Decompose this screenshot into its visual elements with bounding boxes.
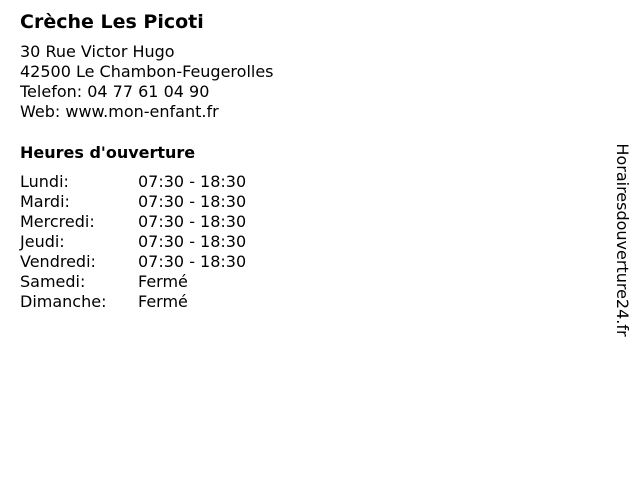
hours-row-tuesday [20, 192, 580, 212]
hours-time: Fermé [138, 272, 188, 291]
address-block [20, 42, 580, 122]
hours-day: Lundi: [20, 172, 69, 191]
address-street: 30 Rue Victor Hugo [20, 42, 175, 61]
hours-row-sunday [20, 292, 580, 312]
opening-hours-heading: Heures d'ouverture [20, 143, 196, 162]
site-watermark: Horairesdouverture24.fr [613, 143, 632, 337]
hours-day: Jeudi: [20, 232, 65, 251]
business-name: Crèche Les Picoti [20, 11, 204, 33]
address-city: 42500 Le Chambon-Feugerolles [20, 62, 274, 81]
hours-day: Dimanche: [20, 292, 107, 311]
hours-time: 07:30 - 18:30 [138, 212, 247, 231]
hours-time: 07:30 - 18:30 [138, 172, 247, 191]
hours-row-thursday [20, 232, 580, 252]
business-card [20, 8, 580, 312]
hours-time: Fermé [138, 292, 188, 311]
hours-row-wednesday [20, 212, 580, 232]
hours-day: Samedi: [20, 272, 86, 291]
hours-day: Vendredi: [20, 252, 96, 271]
hours-row-friday [20, 252, 580, 272]
opening-hours-list [20, 172, 580, 312]
hours-row-saturday [20, 272, 580, 292]
phone-line: Telefon: 04 77 61 04 90 [20, 82, 210, 101]
hours-row-monday [20, 172, 580, 192]
hours-time: 07:30 - 18:30 [138, 232, 247, 251]
hours-time: 07:30 - 18:30 [138, 192, 247, 211]
hours-day: Mercredi: [20, 212, 95, 231]
website-line: Web: www.mon-enfant.fr [20, 102, 219, 121]
hours-day: Mardi: [20, 192, 70, 211]
hours-time: 07:30 - 18:30 [138, 252, 247, 271]
